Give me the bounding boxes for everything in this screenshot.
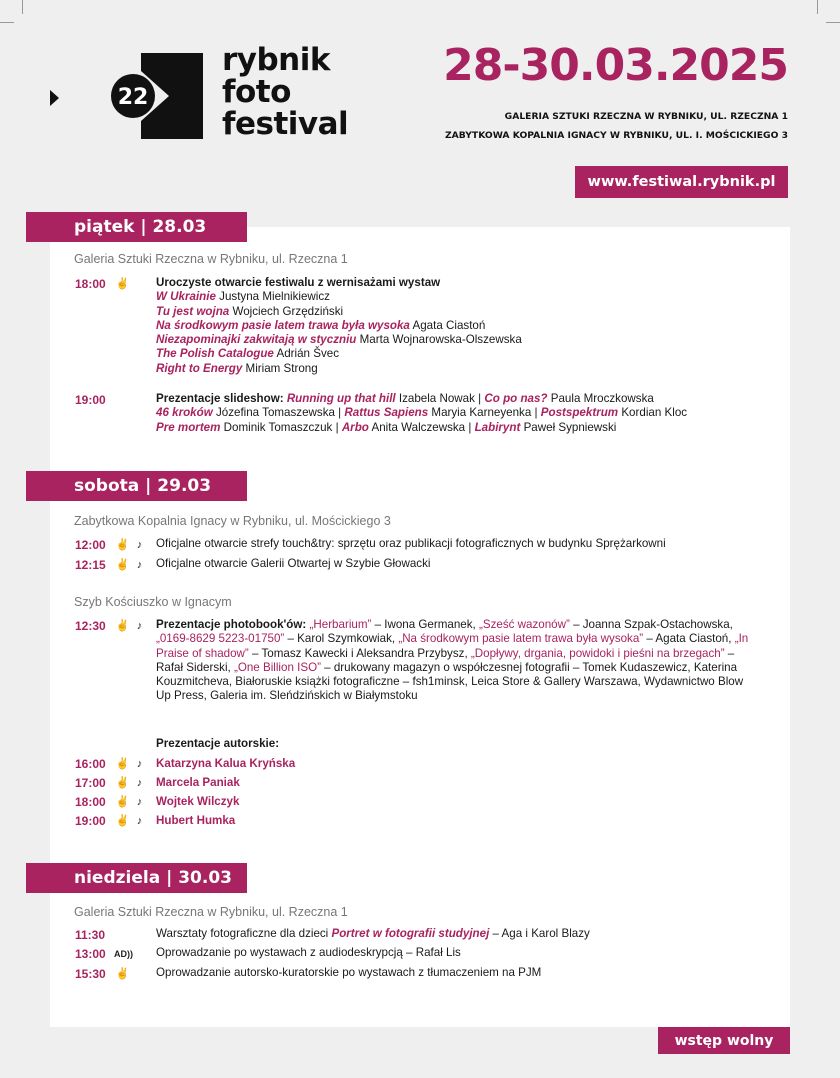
event-photobooks: Prezentacje photobook'ów: „Herbarium” – Iwona Germanek, „Sześć wazonów” – Joanna Szpak-Ostachowska, „0169-8629 5223-01750” – Karol Szymkowiak, „Na środkowym pasie latem trawa była wysoka” – Agata Ciastoń, „In Praise of shadow” – Tomasz Kawecki i Aleksandra Przybysz, „Dopływy, drgania, powidoki i pieśni na brzegach” – Rafał Siderski, „One Billion ISO” – drukowany magazyn o współczesnej fotografii – Tomek Kudaszewicz, Katerina Kouzmitcheva, Białoruskie książki fotograficzne – fsh1minsk, Leica Store & Gallery Warszawa, Wydawnictwo Blow Up Press, Galeria im. Sleńdzińskich w Białymstoku [156,618,749,703]
event-icons [114,776,148,789]
author-name: Katarzyna Kalua Kryńska [156,757,296,770]
event-text: Oficjalne otwarcie strefy touch&try: sprzętu oraz publikacji fotograficznych w budynku Sprężarkowni [156,537,666,550]
venue-line: ZABYTKOWA KOPALNIA IGNACY W RYBNIKU, UL. I. MOŚCICKIEGO 3 [445,130,788,141]
event-text: Oficjalne otwarcie Galerii Otwartej w Szybie Głowacki [156,557,431,570]
pjm-icon: ✌ [115,278,130,290]
event-time: 12:30 [75,619,106,633]
logo-line: rybnik [222,42,330,78]
event-time: 19:00 [75,814,106,828]
event-workshop: Warsztaty fotograficzne dla dzieci Portret w fotografii studyjnej – Aga i Karol Blazy [156,927,590,940]
day-banner-saturday: sobota | 29.03 [26,471,247,501]
exhibition-item: The Polish Catalogue Adrián Švec [156,347,339,361]
event-time: 19:00 [75,393,106,407]
event-text: Oprowadzanie po wystawach z audiodeskrypcją – Rafał Lis [156,946,461,959]
event-time: 18:00 [75,277,106,291]
event-time: 18:00 [75,795,106,809]
hearing-loop-icon: ♪ [136,620,143,632]
event-time: 12:15 [75,558,106,572]
day-banner-sunday: niedziela | 30.03 [26,863,247,893]
logo-line: foto [222,74,291,110]
event-icons [114,814,148,827]
location-label: Galeria Sztuki Rzeczna w Rybniku, ul. Rzeczna 1 [74,252,348,266]
pjm-icon: ✌ [115,620,130,632]
event-opening [156,276,776,376]
event-icons [114,967,131,980]
event-icons [114,277,131,290]
exhibition-item: Right to Energy Miriam Strong [156,361,318,375]
website-link[interactable]: www.festiwal.rybnik.pl [575,166,788,198]
exhibition-item: W Ukrainie Justyna Mielnikiewicz [156,290,330,304]
event-time: 17:00 [75,776,106,790]
festival-dates: 28-30.03.2025 [443,40,788,91]
crop-mark [22,0,23,14]
event-time: 16:00 [75,757,106,771]
exhibition-item: Niezapominajki zakwitają w styczniu Marta Wojnarowska-Olszewska [156,333,522,347]
exhibition-item: Na środkowym pasie latem trawa była wysoka Agata Ciastoń [156,318,486,332]
hearing-loop-icon: ♪ [136,758,143,770]
author-name: Wojtek Wilczyk [156,795,240,808]
hearing-loop-icon: ♪ [136,796,143,808]
location-label: Galeria Sztuki Rzeczna w Rybniku, ul. Rzeczna 1 [74,905,348,919]
author-presentations-heading: Prezentacje autorskie: [156,737,280,750]
event-text: Oprowadzanie autorsko-kuratorskie po wystawach z tłumaczeniem na PJM [156,966,542,979]
audio-description-icon: AD)) [114,949,133,959]
festival-logo-icon [111,53,203,139]
pjm-icon: ✌ [115,559,130,571]
pjm-icon: ✌ [115,968,130,980]
crop-mark [817,0,818,14]
event-time: 12:00 [75,538,106,552]
pjm-icon: ✌ [115,796,130,808]
event-icons [114,538,148,551]
event-time: 13:00 [75,947,106,961]
hearing-loop-icon: ♪ [136,559,143,571]
event-icons [114,795,148,808]
venue-line: GALERIA SZTUKI RZECZNA W RYBNIKU, UL. RZECZNA 1 [504,111,788,122]
hearing-loop-icon: ♪ [136,777,143,789]
exhibition-item: Tu jest wojna Wojciech Grzędziński [156,304,344,318]
event-time: 15:30 [75,967,106,981]
pjm-icon: ✌ [115,815,130,827]
event-icons [114,948,131,960]
logo-wordmark [222,44,348,140]
event-heading: Uroczyste otwarcie festiwalu z wernisażami wystaw [156,276,441,289]
pjm-icon: ✌ [115,539,130,551]
crop-mark [826,22,840,23]
logo-number: 22 [117,85,149,110]
location-label: Zabytkowa Kopalnia Ignacy w Rybniku, ul. Mościckiego 3 [74,514,391,528]
event-icons [114,558,148,571]
hearing-loop-icon: ♪ [136,815,143,827]
author-name: Marcela Paniak [156,776,240,789]
event-slideshow: Prezentacje slideshow: Running up that hill Izabela Nowak | Co po nas? Paula Mroczkowska 46 kroków Józefina Tomaszewska | Rattus Sapiens Maryia Karneyenka | Postspektrum Kordian Kloc Pre mortem Dominik Tomaszczuk | Arbo Anita Walczewska | Labirynt Paweł Sypniewski [156,392,688,434]
play-arrow-icon [50,90,59,106]
event-icons [114,619,148,632]
pjm-icon: ✌ [115,777,130,789]
crop-mark [0,22,14,23]
event-icons [114,757,148,770]
logo-line: festival [222,106,349,142]
day-banner-friday: piątek | 28.03 [26,212,247,242]
location-label: Szyb Kościuszko w Ignacym [74,595,232,609]
author-name: Hubert Humka [156,814,236,827]
event-time: 11:30 [75,928,106,942]
pjm-icon: ✌ [115,758,130,770]
free-entry-badge: wstęp wolny [658,1027,790,1054]
hearing-loop-icon: ♪ [136,539,143,551]
